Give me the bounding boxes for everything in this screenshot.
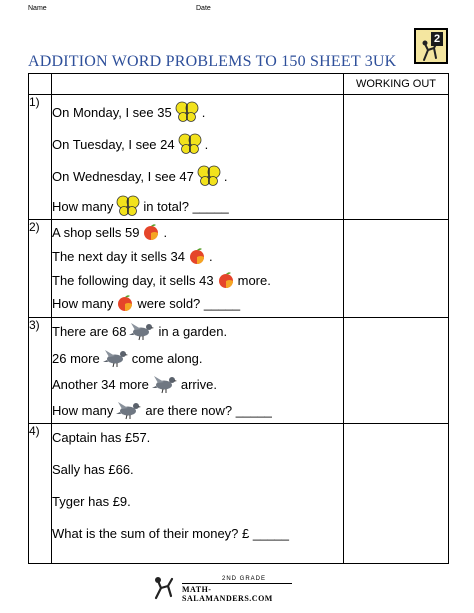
line-text: How many xyxy=(52,402,114,418)
line-text: On Wednesday, I see 47 xyxy=(52,168,194,184)
footer-logo xyxy=(152,574,302,602)
problem-number: 2) xyxy=(29,220,52,318)
problem-line xyxy=(52,399,343,421)
line-text: On Monday, I see 35 xyxy=(52,104,172,120)
problem-row-2 xyxy=(29,220,449,318)
page-title: ADDITION WORD PROBLEMS TO 150 SHEET 3UK xyxy=(28,53,397,70)
line-text: . xyxy=(204,136,209,152)
line-text: more. xyxy=(237,272,271,288)
working-out-cell[interactable] xyxy=(344,318,449,424)
butterfly-icon xyxy=(197,165,221,187)
line-text: What is the sum of their money? £ _____ xyxy=(52,525,290,541)
line-text: There are 68 xyxy=(52,323,127,339)
working-out-cell[interactable] xyxy=(344,95,449,220)
header-number-cell xyxy=(29,74,52,95)
line-text: How many xyxy=(52,198,114,214)
problem-text xyxy=(52,424,344,564)
problem-line xyxy=(52,270,343,290)
line-text: . xyxy=(201,104,206,120)
problem-line xyxy=(52,491,343,511)
problem-line xyxy=(52,373,343,395)
worksheet-table xyxy=(28,73,449,564)
line-text: Another 34 more xyxy=(52,376,149,392)
line-text: The next day it sells 34 xyxy=(52,248,185,264)
problem-line xyxy=(52,246,343,266)
problem-number: 4) xyxy=(29,424,52,564)
working-out-cell[interactable] xyxy=(344,220,449,318)
date-label: Date xyxy=(196,5,211,12)
problem-text xyxy=(52,318,344,424)
line-text: How many xyxy=(52,295,114,311)
problem-line xyxy=(52,101,343,123)
problem-line xyxy=(52,427,343,447)
footer-grade: 2ND GRADE xyxy=(222,576,267,582)
line-text: Captain has £57. xyxy=(52,429,151,445)
butterfly-icon xyxy=(175,101,199,123)
footer-divider xyxy=(182,583,292,584)
peach-icon xyxy=(116,294,134,312)
working-out-header: WORKING OUT xyxy=(344,74,449,95)
problem-line xyxy=(52,320,343,342)
problem-line xyxy=(52,133,343,155)
problem-row-4 xyxy=(29,424,449,564)
line-text: were sold? _____ xyxy=(137,295,241,311)
name-label: Name xyxy=(28,5,47,12)
problem-line xyxy=(52,523,343,543)
line-text: in total? _____ xyxy=(143,198,229,214)
problem-number: 3) xyxy=(29,318,52,424)
line-text: On Tuesday, I see 24 xyxy=(52,136,175,152)
pigeon-icon xyxy=(152,374,178,394)
butterfly-icon xyxy=(178,133,202,155)
peach-icon xyxy=(217,271,235,289)
line-text: A shop sells 59 xyxy=(52,224,140,240)
line-text: The following day, it sells 43 xyxy=(52,272,214,288)
peach-icon xyxy=(142,223,160,241)
problem-number: 1) xyxy=(29,95,52,220)
problem-row-1 xyxy=(29,95,449,220)
problem-line xyxy=(52,459,343,479)
line-text: in a garden. xyxy=(158,323,228,339)
working-out-cell[interactable] xyxy=(344,424,449,564)
line-text: . xyxy=(208,248,213,264)
problem-line xyxy=(52,165,343,187)
footer-site: MATH-SALAMANDERS.COM xyxy=(182,585,273,603)
butterfly-icon xyxy=(116,195,140,217)
line-text: . xyxy=(163,224,168,240)
problem-line xyxy=(52,347,343,369)
table-header-row xyxy=(29,74,449,95)
line-text: . xyxy=(223,168,228,184)
grade-badge-logo xyxy=(414,28,448,64)
problem-text xyxy=(52,220,344,318)
line-text: come along. xyxy=(131,350,203,366)
problem-line xyxy=(52,293,343,313)
name-date-row xyxy=(28,5,211,12)
problem-line xyxy=(52,222,343,242)
line-text: are there now? _____ xyxy=(145,402,272,418)
salamander-logo-icon xyxy=(152,574,178,600)
pigeon-icon xyxy=(103,348,129,368)
grade-number: 2 xyxy=(431,32,443,46)
line-text: 26 more xyxy=(52,350,100,366)
line-text: Tyger has £9. xyxy=(52,493,131,509)
pigeon-icon xyxy=(116,400,142,420)
problem-row-3 xyxy=(29,318,449,424)
line-text: arrive. xyxy=(180,376,217,392)
problem-text xyxy=(52,95,344,220)
problem-line xyxy=(52,195,343,217)
pigeon-icon xyxy=(129,321,155,341)
line-text: Sally has £66. xyxy=(52,461,134,477)
peach-icon xyxy=(188,247,206,265)
header-question-cell xyxy=(52,74,344,95)
